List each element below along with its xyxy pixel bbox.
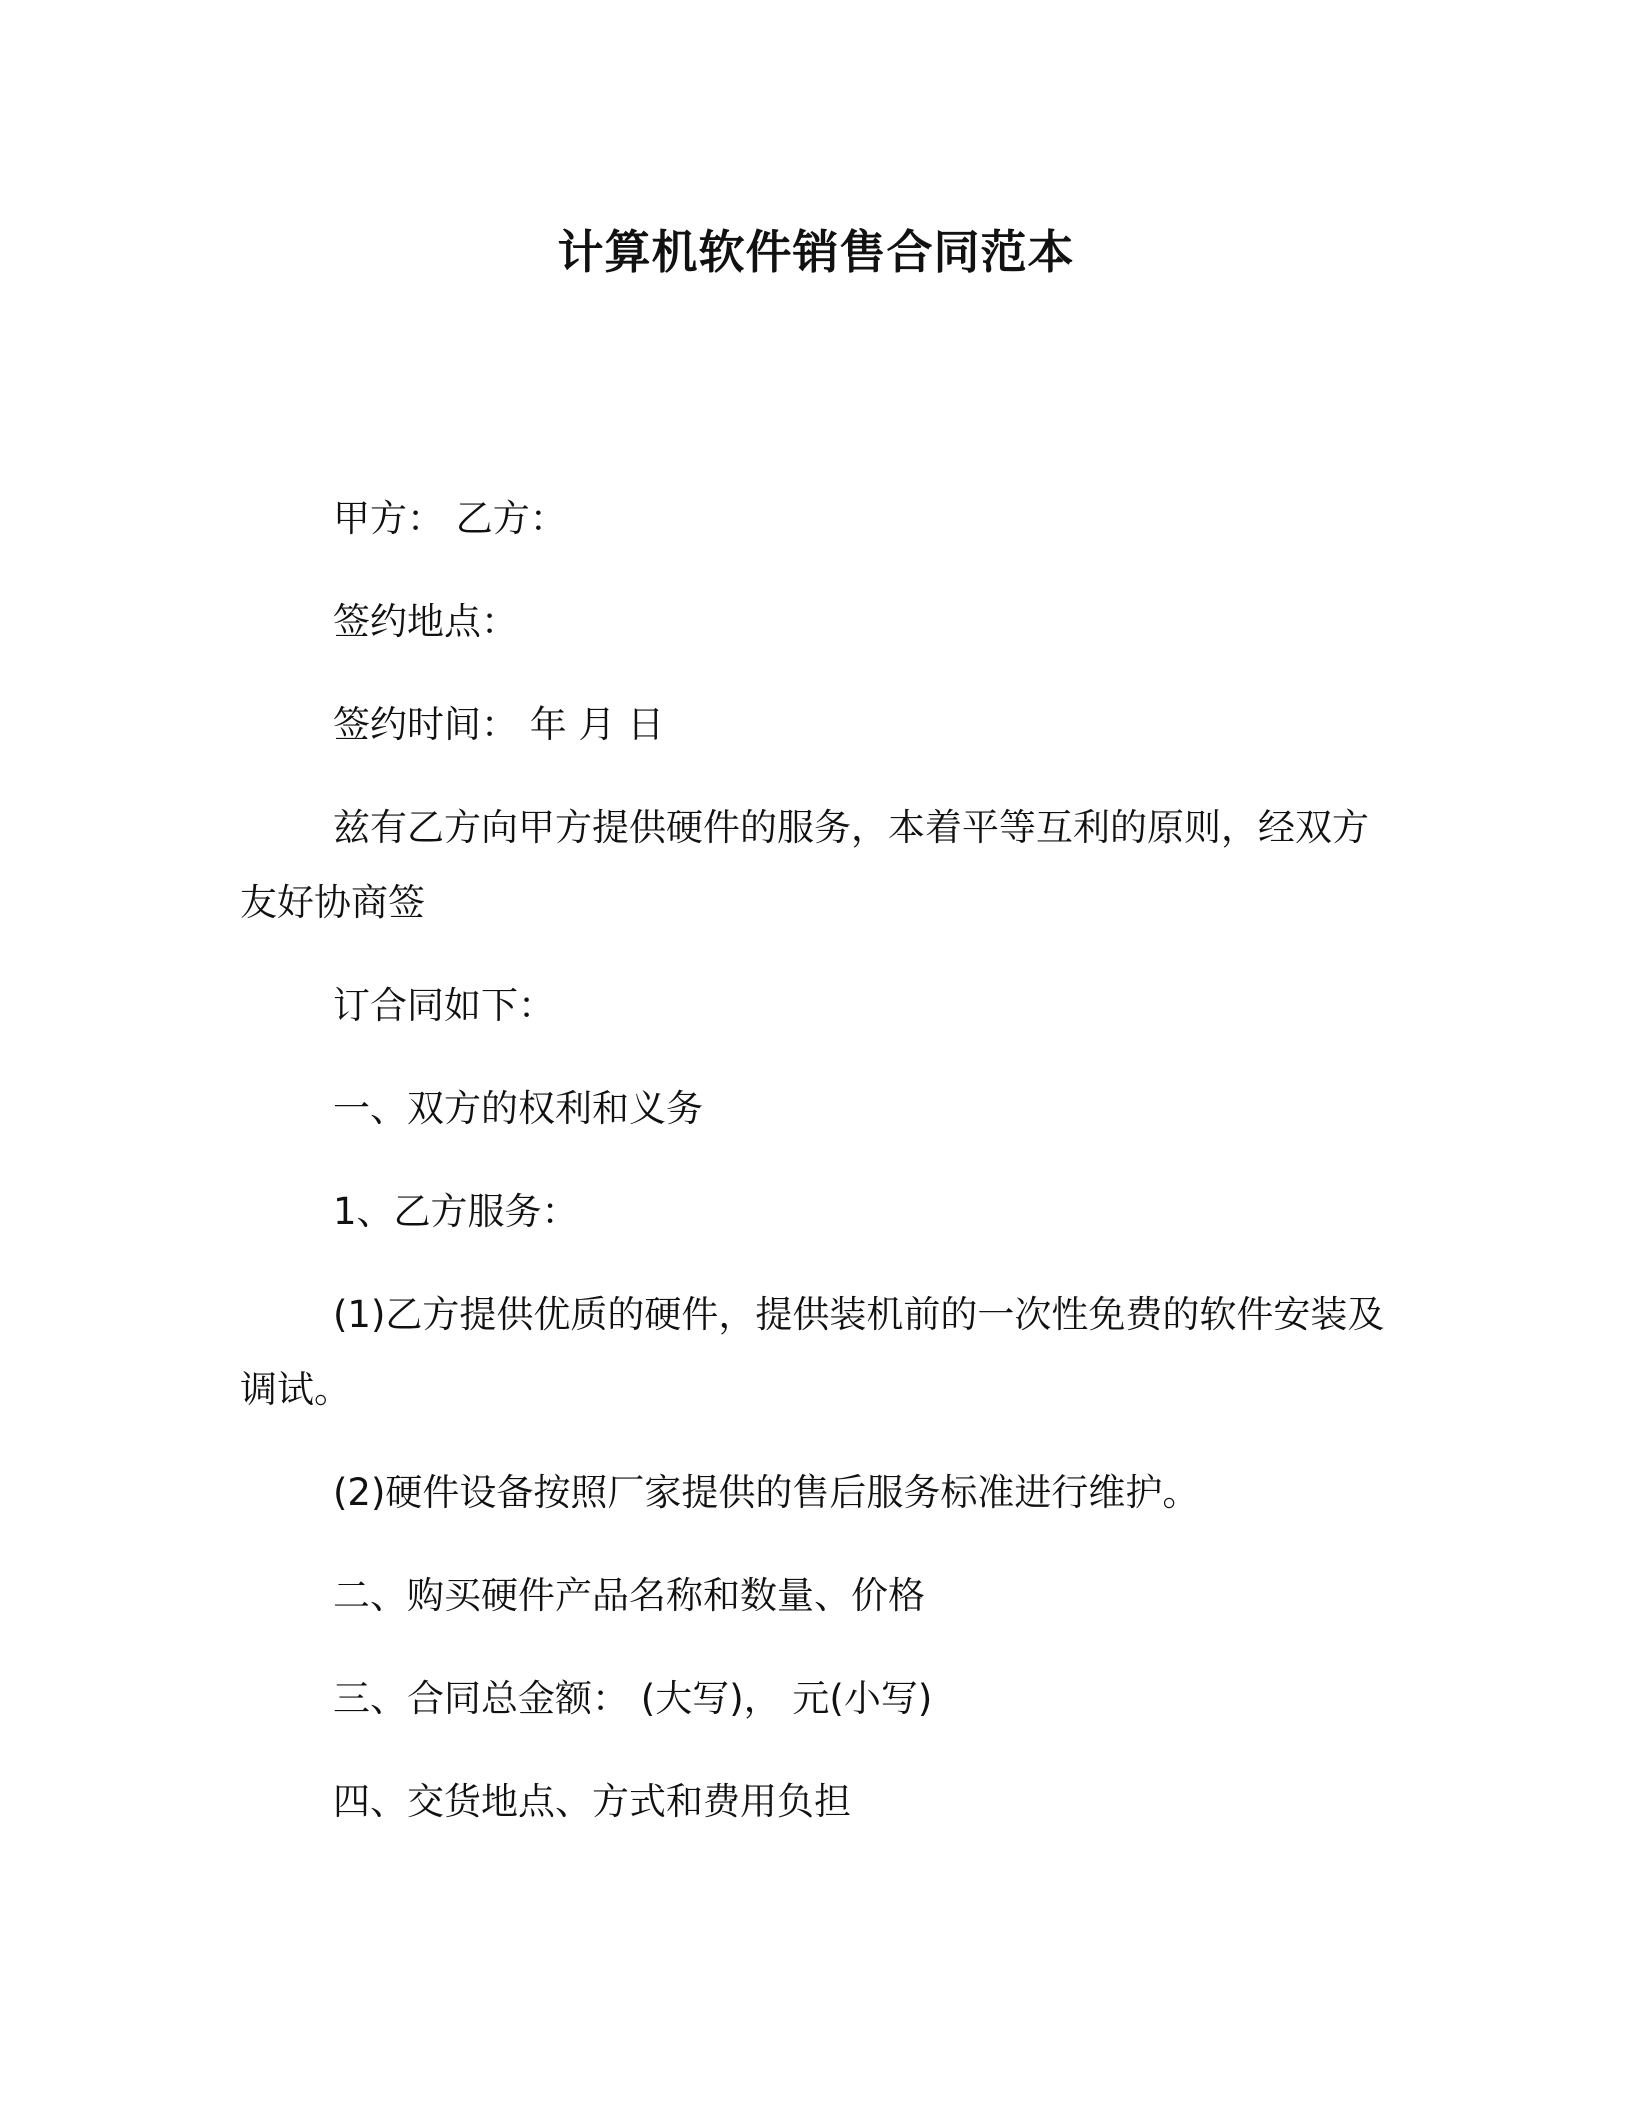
section-4-heading: 四、交货地点、方式和费用负担 [333, 1780, 851, 1823]
document-title: 计算机软件销售合同范本 [557, 225, 1075, 279]
preamble-line-2: 友好协商签 [240, 881, 425, 924]
agreement-intro-line: 订合同如下： [333, 984, 555, 1027]
section-1-heading: 一、双方的权利和义务 [333, 1087, 703, 1130]
section-3-heading: 三、合同总金额： (大写)， 元(小写) [333, 1677, 933, 1720]
clause-1-heading: 1、乙方服务： [333, 1190, 579, 1233]
clause-1-item-2: (2)硬件设备按照厂家提供的售后服务标准进行维护。 [333, 1471, 1200, 1514]
signing-time-line: 签约时间： 年 月 日 [333, 703, 665, 746]
clause-1-item-1-line-2: 调试。 [240, 1368, 351, 1411]
clause-1-item-1-line-1: (1)乙方提供优质的硬件，提供装机前的一次性免费的软件安装及 [333, 1293, 1385, 1336]
preamble-line-1: 兹有乙方向甲方提供硬件的服务，本着平等互利的原则，经双方 [333, 806, 1369, 849]
section-2-heading: 二、购买硬件产品名称和数量、价格 [333, 1574, 925, 1617]
party-line: 甲方： 乙方： [333, 497, 567, 540]
signing-location-line: 签约地点： [333, 600, 518, 643]
